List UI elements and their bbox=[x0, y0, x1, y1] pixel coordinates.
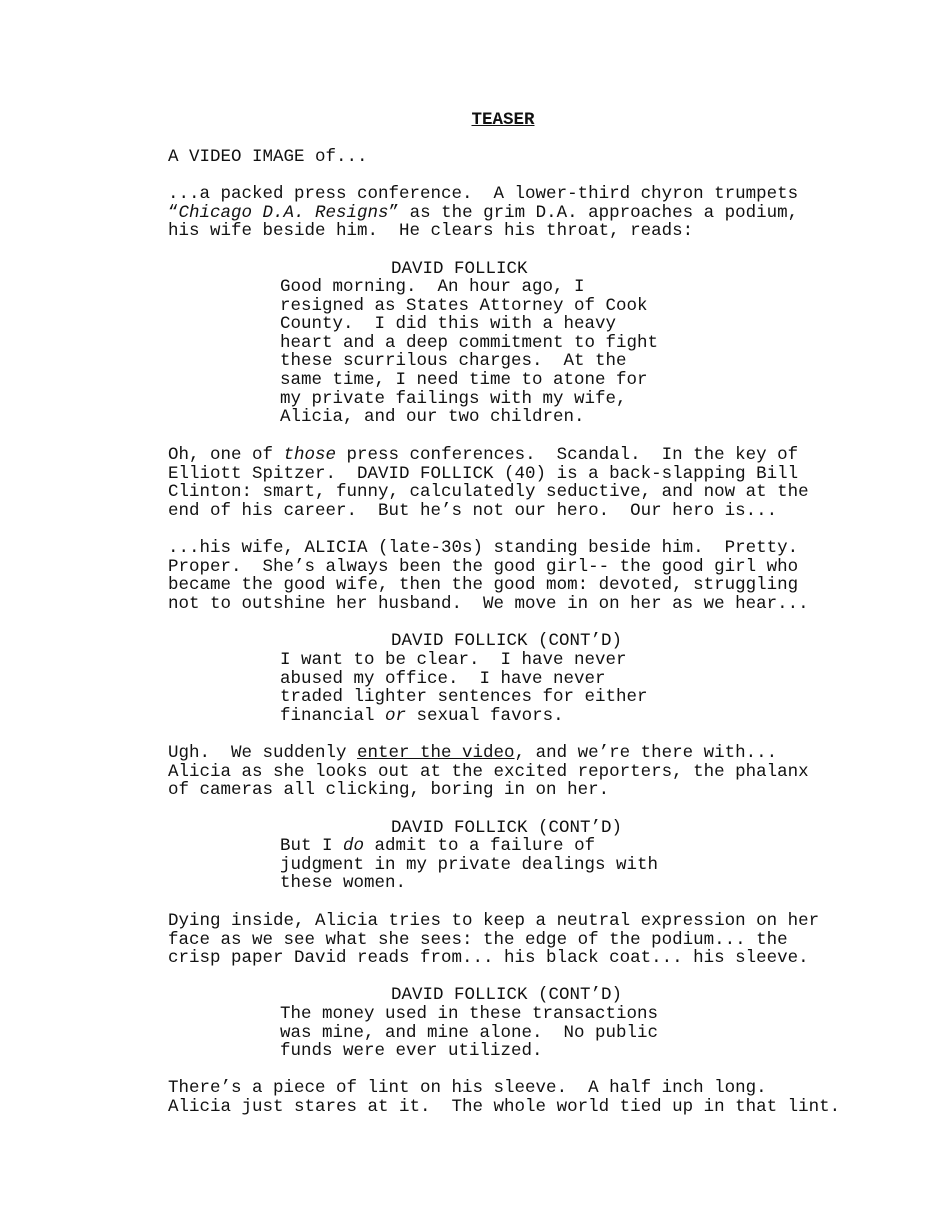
action-paragraph bbox=[168, 185, 798, 241]
dialogue: Good morning. An hour ago, I resigned as States Attorney of Cook County. I did this with a heavy heart and a deep commitment to fight these scurrilous charges. At the same time, I need time to atone for my private failings with my wife, Alicia, and our two children. bbox=[280, 277, 659, 428]
action-paragraph: There’s a piece of lint on his sleeve. A half inch long. Alicia just stares at it. The whole world tied up in that lint. bbox=[168, 1078, 841, 1117]
character-cue: DAVID FOLLICK (CONT’D) bbox=[391, 985, 623, 1005]
dialogue bbox=[280, 651, 648, 725]
character-cue: DAVID FOLLICK bbox=[391, 259, 528, 279]
emphasis-text: or bbox=[385, 705, 407, 726]
action-text: “ bbox=[168, 202, 179, 223]
action-line: A VIDEO IMAGE of... bbox=[168, 147, 368, 167]
dialogue bbox=[280, 837, 658, 893]
action-text: Oh, one of bbox=[168, 445, 284, 465]
action-text: Alicia as she looks out at the excited reporters, the phalanx of cameras all clicking, boring in on her. bbox=[168, 761, 809, 801]
dialogue: The money used in these transactions was mine, and mine alone. No public funds were ever utilized. bbox=[280, 1004, 659, 1062]
action-text: ” as the grim D.A. approaches a podium, bbox=[388, 202, 799, 223]
action-paragraph: Dying inside, Alicia tries to keep a neutral expression on her face as we see what she sees: the edge of the podium... the crisp paper David reads from... his black coat... his sleeve. bbox=[168, 911, 820, 969]
chyron-text: Chicago D.A. Resigns bbox=[178, 202, 389, 223]
dialogue-text: sexual favors. bbox=[406, 705, 564, 726]
dialogue-text: I want to be clear. I have never abused my office. I have never traded lighter sentences for either bbox=[280, 650, 648, 708]
action-text: Ugh. We suddenly bbox=[168, 743, 358, 763]
emphasis-text: do bbox=[343, 836, 365, 856]
character-cue: DAVID FOLLICK (CONT’D) bbox=[391, 818, 623, 838]
dialogue-text: financial bbox=[280, 705, 386, 726]
dialogue-text: admit to a failure of bbox=[364, 836, 596, 856]
dialogue-text: judgment in my private dealings with these women. bbox=[280, 854, 659, 894]
action-paragraph: ...his wife, ALICIA (late-30s) standing beside him. Pretty. Proper. She’s always been the good girl-- the good girl who became the good wife, then the good mom: devoted, struggling not to outshine her husband. We move in on her as we hear... bbox=[168, 538, 809, 614]
action-text: press conferences. Scandal. In the key of bbox=[336, 445, 799, 465]
action-text: his wife beside him. He clears his throat, reads: bbox=[168, 221, 694, 242]
action-text: , and we’re there with... bbox=[514, 743, 778, 763]
action-paragraph bbox=[168, 446, 809, 520]
action-paragraph bbox=[168, 744, 809, 800]
emphasis-text: those bbox=[283, 445, 337, 465]
action-text: Elliott Spitzer. DAVID FOLLICK (40) is a back-slapping Bill Clinton: smart, funny, calculatedly seductive, and now at the end of his career. But he’s not our hero. Our hero is... bbox=[168, 463, 809, 521]
dialogue-text: But I bbox=[280, 836, 344, 856]
action-text: ...a packed press conference. A lower-third chyron trumpets bbox=[168, 184, 799, 204]
scene-heading: TEASER bbox=[471, 110, 535, 130]
character-cue: DAVID FOLLICK (CONT’D) bbox=[391, 631, 623, 651]
underlined-text: enter the video bbox=[357, 743, 515, 763]
